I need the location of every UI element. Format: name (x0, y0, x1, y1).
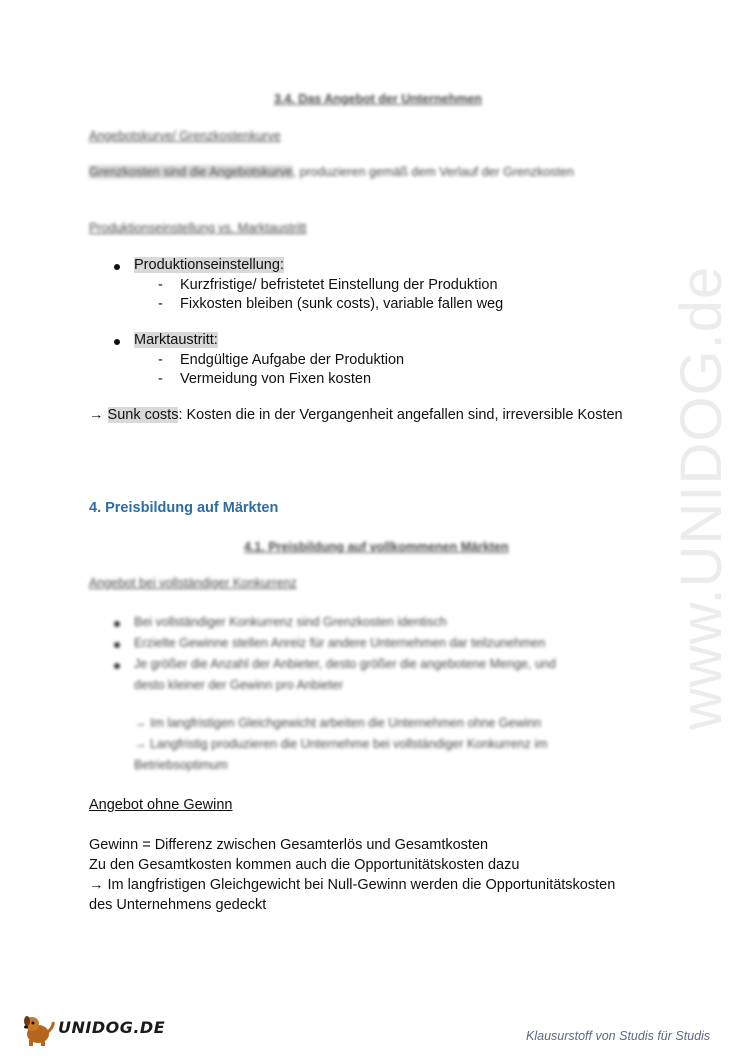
section-4-heading: 4. Preisbildung auf Märkten (89, 500, 279, 516)
dash-marker: - (158, 352, 163, 368)
subitem-fixkosten: Fixkosten bleiben (sunk costs), variable fallen weg (180, 296, 504, 312)
arrow-icon: → (89, 407, 104, 423)
dog-icon (20, 1012, 60, 1048)
bullet-produktionseinstellung (134, 257, 284, 273)
watermark: www.UNIDOG.de (669, 265, 734, 730)
subheading-produktionseinstellung: Produktionseinstellung vs. Marktaustritt (89, 221, 307, 235)
sunk-costs-term: Sunk costs (107, 407, 179, 423)
bullet-marktaustritt (134, 332, 218, 348)
bullet-konkurrenz-2: Erzielte Gewinne stellen Anreiz für andere Unternehmen dar teilzunehmen (134, 636, 546, 650)
bullet-konkurrenz-3-cont: desto kleiner der Gewinn pro Anbieter (134, 678, 344, 692)
section-3-4-heading: 3.4. Das Angebot der Unternehmen (274, 92, 482, 106)
paragraph-line-1: Gewinn = Differenz zwischen Gesamterlös und Gesamtkosten (89, 837, 489, 853)
bullet-konkurrenz-1: Bei vollständiger Konkurrenz sind Grenzkosten identisch (134, 615, 447, 629)
footer-tagline: Klausurstoff von Studis für Studis (526, 1029, 711, 1043)
bullet-label-marktaustritt: Marktaustritt: (134, 332, 218, 348)
bullet-dot (114, 621, 120, 627)
paragraph-line-2: Zu den Gesamtkosten kommen auch die Opportunitätskosten dazu (89, 857, 520, 873)
arrow-line-2: → Langfristig produzieren die Unternehme bei vollständiger Konkurrenz im (134, 737, 548, 751)
subitem-endgueltige: Endgültige Aufgabe der Produktion (180, 352, 405, 368)
bullet-dot (114, 339, 120, 345)
subheading-angebotskurve: Angebotskurve/ Grenzkostenkurve (89, 129, 281, 143)
logo-text: UNIDOG.DE (58, 1018, 166, 1037)
unidog-logo (20, 1012, 166, 1048)
sunk-costs-line (89, 407, 623, 423)
paragraph-grenzkosten-rest: , produzieren gemäß dem Verlauf der Grenzkosten (292, 165, 575, 179)
section-4-1-heading: 4.1. Preisbildung auf vollkommenen Märkten (244, 540, 509, 554)
paragraph-grenzkosten (89, 165, 574, 179)
paragraph-line-3: → Im langfristigen Gleichgewicht bei Null-Gewinn werden die Opportunitätskosten (89, 877, 616, 893)
paragraph-line-4: des Unternehmens gedeckt (89, 897, 267, 913)
bullet-konkurrenz-3: Je größer die Anzahl der Anbieter, desto größer die angebotene Menge, und (134, 657, 556, 671)
subheading-angebot-konkurrenz: Angebot bei vollständiger Konkurrenz (89, 576, 297, 590)
dash-marker: - (158, 371, 163, 387)
bullet-label-produktionseinstellung: Produktionseinstellung: (134, 257, 284, 273)
highlight-grenzkosten: Grenzkosten sind die Angebotskurve (89, 165, 293, 179)
subheading-angebot-ohne-gewinn: Angebot ohne Gewinn (89, 797, 233, 813)
sunk-costs-definition: : Kosten die in der Vergangenheit angefallen sind, irreversible Kosten (178, 407, 623, 423)
bullet-dot (114, 663, 120, 669)
arrow-line-2-cont: Betriebsoptimum (134, 758, 228, 772)
bullet-dot (114, 642, 120, 648)
dash-marker: - (158, 277, 163, 293)
bullet-dot (114, 264, 120, 270)
arrow-line-1: → Im langfristigen Gleichgewicht arbeiten die Unternehmen ohne Gewinn (134, 716, 542, 730)
dash-marker: - (158, 296, 163, 312)
subitem-vermeidung: Vermeidung von Fixen kosten (180, 371, 372, 387)
subitem-kurzfristige: Kurzfristige/ befristetet Einstellung der Produktion (180, 277, 498, 293)
